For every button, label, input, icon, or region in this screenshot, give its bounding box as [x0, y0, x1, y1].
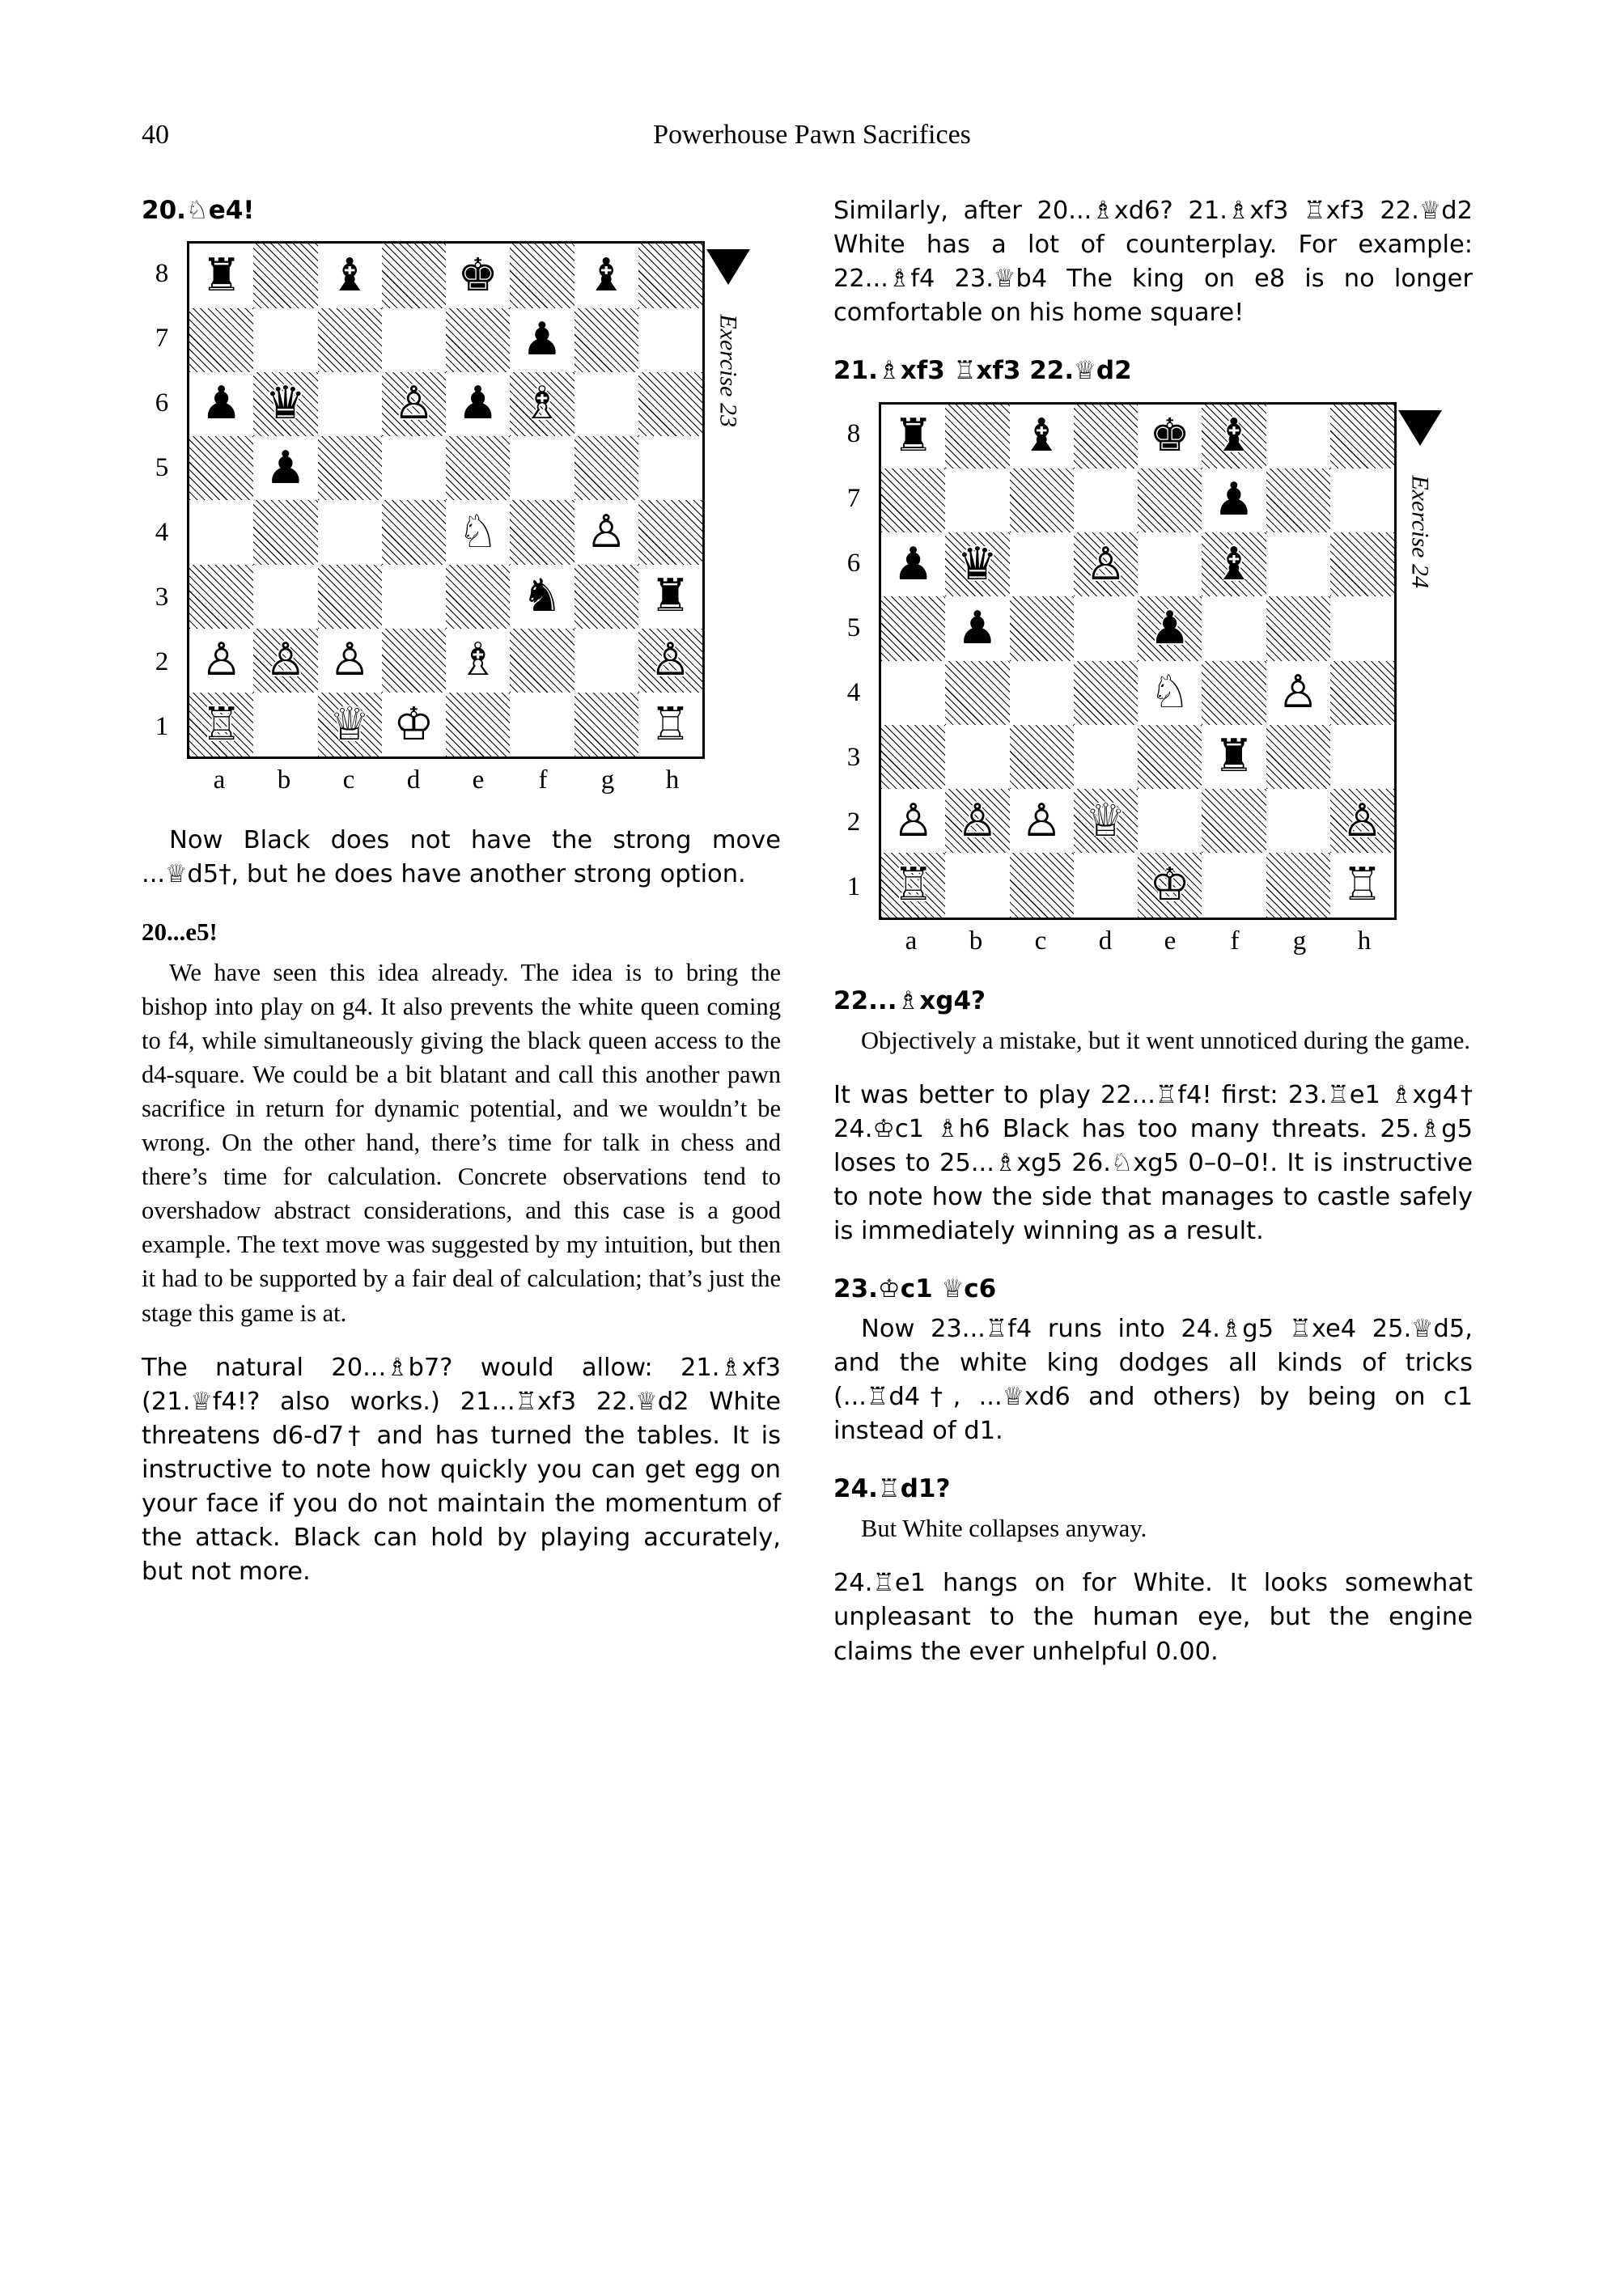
file-label: d — [406, 765, 421, 795]
board-square — [1138, 405, 1202, 468]
board-square — [189, 629, 253, 693]
board-square — [575, 565, 638, 629]
chess-piece: ♝ — [329, 248, 371, 302]
chess-piece: ♔ — [393, 697, 435, 751]
rank-label: 5 — [846, 613, 861, 643]
board-square — [1138, 596, 1202, 660]
file-label: g — [600, 765, 615, 795]
chess-piece: ♝ — [586, 248, 627, 302]
board-square — [189, 244, 253, 307]
chess-piece: ♜ — [1213, 730, 1254, 783]
board-square — [1074, 853, 1138, 917]
board-square — [1138, 661, 1202, 725]
board-square — [638, 500, 702, 564]
rank-label: 7 — [155, 323, 169, 353]
board-square — [945, 596, 1009, 660]
board-square — [945, 468, 1009, 532]
rank-label: 5 — [155, 452, 169, 482]
board-square — [881, 725, 945, 789]
board-square — [1138, 532, 1202, 596]
board-square — [1266, 789, 1330, 853]
file-label: b — [277, 765, 291, 795]
chess-piece: ♙ — [893, 794, 934, 847]
chess-piece: ♟ — [1149, 601, 1190, 655]
board-square — [945, 532, 1009, 596]
file-label: g — [1292, 926, 1307, 956]
rank-label: 2 — [155, 646, 169, 676]
board-square — [1074, 468, 1138, 532]
board-square — [638, 629, 702, 693]
board-square — [1074, 725, 1138, 789]
file-label: c — [1034, 926, 1047, 956]
rank-label: 6 — [846, 549, 861, 579]
page-header — [142, 105, 1482, 162]
board-square — [1074, 661, 1138, 725]
board-square — [1266, 596, 1330, 660]
chess-piece: ♙ — [1278, 666, 1319, 719]
board-square — [446, 629, 510, 693]
board-square — [318, 500, 382, 564]
board-square — [510, 565, 574, 629]
rank-label: 2 — [846, 807, 861, 837]
board-square — [382, 629, 446, 693]
chess-piece: ♖ — [650, 697, 691, 751]
board-square — [945, 405, 1009, 468]
board-square — [446, 436, 510, 500]
chess-piece: ♗ — [457, 634, 498, 687]
diagram-exercise-24 — [833, 402, 1448, 967]
board-square — [1266, 661, 1330, 725]
board-square — [638, 565, 702, 629]
board-square — [382, 372, 446, 436]
board-square — [638, 244, 702, 307]
chess-piece: ♚ — [1149, 409, 1190, 463]
board-square — [446, 372, 510, 436]
page-number: 40 — [142, 120, 169, 150]
chess-piece: ♟ — [521, 313, 562, 367]
chess-piece: ♛ — [956, 537, 998, 591]
two-column-body — [142, 194, 1482, 1669]
chess-piece: ♜ — [893, 409, 934, 463]
file-label: d — [1098, 926, 1113, 956]
board-square — [253, 565, 317, 629]
black-to-move-triangle-icon — [1398, 410, 1442, 446]
board-square — [382, 500, 446, 564]
diagram-exercise-23 — [142, 241, 757, 806]
board-square — [881, 468, 945, 532]
board-square — [1330, 596, 1394, 660]
right-column — [833, 194, 1473, 1669]
board-square — [638, 372, 702, 436]
board-square — [189, 565, 253, 629]
rank-label: 1 — [155, 711, 169, 741]
board-square — [1266, 468, 1330, 532]
chess-piece: ♙ — [1021, 794, 1062, 847]
file-label: h — [665, 765, 680, 795]
board-square — [1138, 725, 1202, 789]
board-square — [253, 629, 317, 693]
rank-label: 7 — [846, 484, 861, 514]
file-label: h — [1357, 926, 1372, 956]
board-square — [1330, 725, 1394, 789]
board-square — [318, 565, 382, 629]
chess-piece: ♙ — [1342, 794, 1383, 847]
chess-piece: ♜ — [650, 570, 691, 623]
chess-piece: ♜ — [201, 248, 242, 302]
board-square — [1202, 532, 1266, 596]
board-square — [575, 372, 638, 436]
paragraph-after-diagram-23: Now Black does not have the strong move ...♕d5†, but he does have another strong option. — [142, 826, 781, 889]
board-square — [510, 308, 574, 372]
rank-label: 8 — [846, 419, 861, 449]
rank-label: 4 — [846, 678, 861, 708]
board-square — [575, 244, 638, 307]
board-square — [638, 693, 702, 757]
board-square — [446, 565, 510, 629]
paragraph-similarly-bxd6: Similarly, after 20...♗xd6? 21.♗xf3 ♖xf3 22.♕d2 White has a lot of counterplay. For example: 22...♗f4 23.♕b4 The king on e8 is no longer comfortable on his home square! — [833, 197, 1473, 328]
chess-piece: ♙ — [265, 634, 306, 687]
board-square — [510, 372, 574, 436]
chess-piece: ♙ — [650, 634, 691, 687]
board-square — [1202, 725, 1266, 789]
board-square — [881, 853, 945, 917]
board-square — [1010, 532, 1074, 596]
chess-piece: ♕ — [1085, 794, 1126, 847]
board-square — [1010, 789, 1074, 853]
board-square — [945, 853, 1009, 917]
board-square — [1202, 789, 1266, 853]
chess-piece: ♙ — [329, 634, 371, 687]
board-square — [1266, 532, 1330, 596]
exercise-label-23: Exercise 23 — [715, 314, 742, 428]
board-square — [1138, 853, 1202, 917]
file-label: a — [905, 926, 918, 956]
chess-piece: ♖ — [201, 697, 242, 751]
chess-piece: ♙ — [586, 505, 627, 558]
board-square — [446, 308, 510, 372]
board-square — [446, 693, 510, 757]
move-heading-22-bxg4: 22...♗xg4? — [833, 985, 986, 1015]
board-square — [382, 244, 446, 307]
board-square — [189, 372, 253, 436]
chess-piece: ♔ — [1149, 858, 1190, 911]
board-square — [575, 308, 638, 372]
rank-label: 8 — [155, 258, 169, 288]
chessboard-grid — [187, 241, 705, 759]
board-square — [881, 532, 945, 596]
chess-piece: ♝ — [1213, 537, 1254, 591]
move-heading-20-e5: 20...e5! — [142, 918, 218, 947]
board-square — [575, 693, 638, 757]
chessboard-right — [879, 402, 1397, 920]
board-square — [253, 308, 317, 372]
board-square — [1202, 405, 1266, 468]
paragraph-idea-explanation: We have seen this idea already. The idea is to bring the bishop into play on g4. It also prevents the white queen coming to f4, while simultaneously giving the black queen access to the d4-square. We could be a bit blatant and call this another pawn sacrifice in return for dynamic potential, and we wouldn’t be wrong. On the other hand, there’s time for talk in chess and there’s time for calculation. Concrete observations tend to overshadow abstract considerations, and this case is a good example. The text move was suggested by my intuition, but then it had to be supported by a fair deal of calculation; that’s just the stage this game is at. — [142, 958, 781, 1327]
rank-labels-left — [142, 241, 182, 759]
file-label: e — [472, 765, 485, 795]
chess-piece: ♛ — [265, 377, 306, 430]
board-square — [1330, 468, 1394, 532]
paragraph-objectively-a-mistake: Objectively a mistake, but it went unnoticed during the game. — [861, 1026, 1470, 1054]
paragraph-re1-engine: 24.♖e1 hangs on for White. It looks somewhat unpleasant to the human eye, but the engine claims the ever unhelpful 0.00. — [833, 1569, 1473, 1666]
board-square — [1330, 853, 1394, 917]
chess-piece: ♟ — [956, 601, 998, 655]
chess-piece: ♕ — [329, 697, 371, 751]
board-square — [318, 693, 382, 757]
chess-piece: ♟ — [265, 441, 306, 494]
board-square — [1330, 661, 1394, 725]
rank-label: 3 — [155, 582, 169, 612]
rank-label: 4 — [155, 517, 169, 547]
black-to-move-triangle-icon — [706, 249, 750, 285]
exercise-label-24: Exercise 24 — [1407, 474, 1434, 588]
chess-piece: ♝ — [1021, 409, 1062, 463]
chess-piece: ♙ — [1085, 537, 1126, 591]
board-square — [253, 244, 317, 307]
board-square — [510, 629, 574, 693]
rank-label: 3 — [846, 743, 861, 773]
board-square — [1074, 405, 1138, 468]
board-square — [1010, 596, 1074, 660]
board-square — [881, 661, 945, 725]
board-square — [1010, 468, 1074, 532]
rank-label: 1 — [846, 872, 861, 902]
board-square — [575, 629, 638, 693]
chessboard-grid — [879, 402, 1397, 920]
board-square — [1074, 596, 1138, 660]
board-square — [510, 244, 574, 307]
board-square — [945, 725, 1009, 789]
board-square — [382, 693, 446, 757]
board-square — [1010, 725, 1074, 789]
file-label: a — [213, 765, 226, 795]
board-square — [881, 405, 945, 468]
file-label: f — [1230, 926, 1240, 956]
left-column — [142, 194, 781, 1669]
board-square — [189, 500, 253, 564]
board-square — [318, 308, 382, 372]
board-square — [189, 693, 253, 757]
chess-piece: ♟ — [201, 377, 242, 430]
move-heading-21-bxf3: 21.♗xf3 ♖xf3 22.♕d2 — [833, 356, 1132, 386]
file-label: f — [538, 765, 548, 795]
board-square — [510, 500, 574, 564]
board-square — [1266, 405, 1330, 468]
board-square — [1074, 789, 1138, 853]
paragraph-natural-bb7: The natural 20...♗b7? would allow: 21.♗xf3 (21.♕f4!? also works.) 21...♖xf3 22.♕d2 White threatens d6-d7† and has turned the tables. It is instructive to note how quickly you can get egg on your face if you do not maintain the momentum of the attack. Black can hold by playing accurately, but not more. — [142, 1353, 781, 1587]
chess-piece: ♙ — [956, 794, 998, 847]
board-square — [1330, 405, 1394, 468]
board-square — [575, 436, 638, 500]
board-square — [1266, 853, 1330, 917]
board-square — [318, 629, 382, 693]
board-square — [881, 596, 945, 660]
running-title: Powerhouse Pawn Sacrifices — [653, 120, 971, 150]
board-square — [1202, 853, 1266, 917]
board-square — [318, 436, 382, 500]
board-square — [382, 308, 446, 372]
board-square — [382, 436, 446, 500]
board-square — [446, 500, 510, 564]
board-square — [1330, 789, 1394, 853]
board-square — [1266, 725, 1330, 789]
board-square — [1330, 532, 1394, 596]
paragraph-white-collapses: But White collapses anyway. — [861, 1515, 1147, 1543]
chess-piece: ♝ — [1213, 409, 1254, 463]
file-labels-left — [187, 765, 705, 795]
file-label: c — [342, 765, 355, 795]
board-square — [638, 308, 702, 372]
paragraph-better-rf4: It was better to play 22...♖f4! first: 23.♖e1 ♗xg4† 24.♔c1 ♗h6 Black has too many threats. 25.♗g5 loses to 25...♗xg5 26.♘xg5 0–0–0!. It is instructive to note how the side that manages to castle safely is immediately winning as a result. — [833, 1080, 1473, 1246]
chess-piece: ♟ — [457, 377, 498, 430]
chess-piece: ♚ — [457, 248, 498, 302]
chess-piece: ♟ — [1213, 473, 1254, 527]
board-square — [253, 500, 317, 564]
board-square — [446, 244, 510, 307]
chessboard-left — [187, 241, 705, 759]
chess-piece: ♖ — [893, 858, 934, 911]
file-label: b — [969, 926, 983, 956]
chess-piece: ♘ — [1149, 666, 1190, 719]
move-heading-20-ne4: 20.♘e4! — [142, 196, 255, 225]
file-labels-right — [879, 926, 1397, 956]
board-square — [1010, 661, 1074, 725]
board-square — [881, 789, 945, 853]
chess-piece: ♙ — [201, 634, 242, 687]
board-square — [945, 789, 1009, 853]
chess-piece: ♘ — [457, 505, 498, 558]
board-square — [253, 693, 317, 757]
chess-piece: ♙ — [393, 377, 435, 430]
board-square — [189, 436, 253, 500]
board-square — [1138, 468, 1202, 532]
board-square — [1138, 789, 1202, 853]
board-square — [318, 372, 382, 436]
board-square — [510, 436, 574, 500]
move-heading-24-rd1: 24.♖d1? — [833, 1473, 951, 1503]
board-square — [1202, 468, 1266, 532]
rank-labels-right — [833, 402, 874, 920]
chess-piece: ♞ — [521, 570, 562, 623]
paragraph-23-rf4-line: Now 23...♖f4 runs into 24.♗g5 ♖xe4 25.♕d5, and the white king dodges all kinds of tricks (...♖d4†, ...♕xd6 and others) by being on c1 instead of d1. — [833, 1314, 1473, 1445]
board-square — [510, 693, 574, 757]
board-square — [253, 372, 317, 436]
chess-piece: ♖ — [1342, 858, 1383, 911]
board-square — [382, 565, 446, 629]
file-label: e — [1164, 926, 1177, 956]
board-square — [1074, 532, 1138, 596]
board-square — [1010, 853, 1074, 917]
board-square — [318, 244, 382, 307]
board-square — [253, 436, 317, 500]
move-heading-23-kc1: 23.♔c1 ♕c6 — [833, 1274, 997, 1304]
board-square — [1202, 661, 1266, 725]
board-square — [638, 436, 702, 500]
chess-piece: ♗ — [521, 377, 562, 430]
board-square — [189, 308, 253, 372]
board-square — [1202, 596, 1266, 660]
board-square — [1010, 405, 1074, 468]
board-square — [945, 661, 1009, 725]
rank-label: 6 — [155, 388, 169, 417]
chess-piece: ♟ — [893, 537, 934, 591]
board-square — [575, 500, 638, 564]
